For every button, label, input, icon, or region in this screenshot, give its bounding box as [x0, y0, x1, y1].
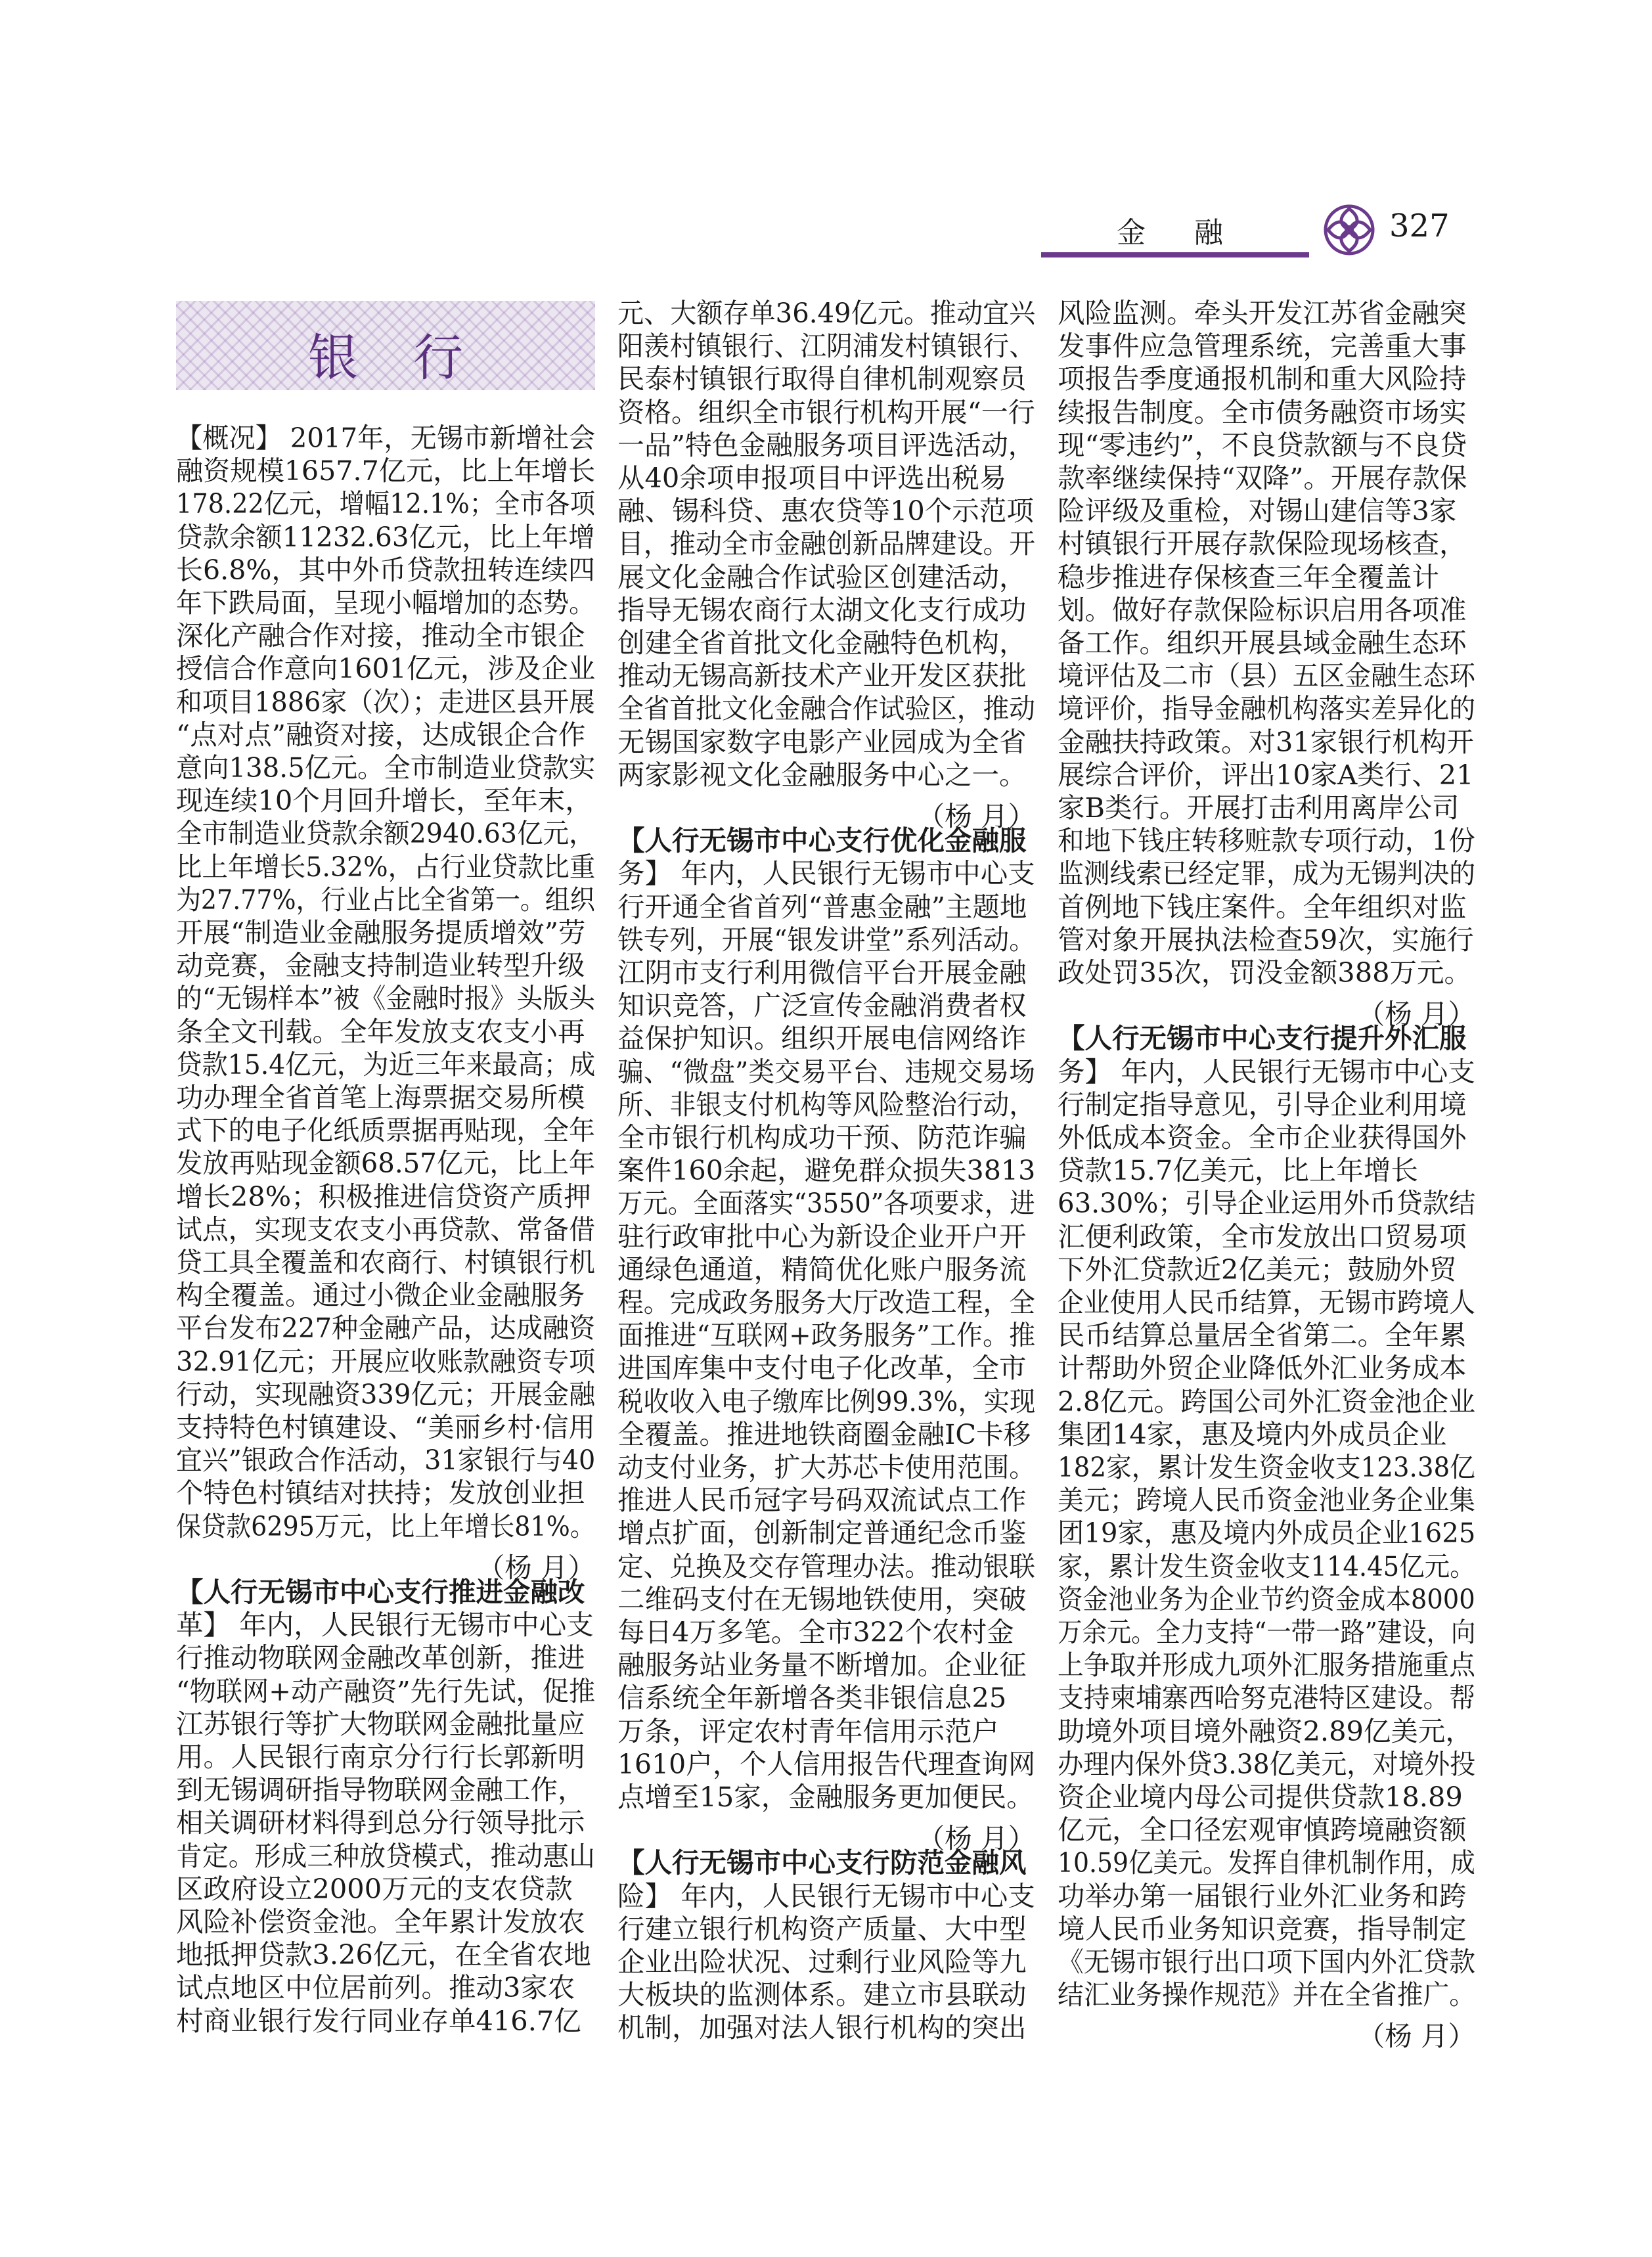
- text-line: 发放再贴现金额68.57亿元，比上年: [176, 1147, 596, 1180]
- text-line: 机制，加强对法人银行机构的突出: [617, 2011, 1027, 2044]
- text-line: 资金池业务为企业节约资金成本8000: [1058, 1582, 1475, 1615]
- text-line: 贷工具全覆盖和农商行、村镇银行机: [176, 1246, 596, 1278]
- text-line: 长6.8%，其中外币贷款扭转连续四: [176, 553, 595, 586]
- author-signature: （杨 月）: [1357, 998, 1475, 1031]
- text-line: 美元；跨境人民币资金池业务企业集: [1058, 1484, 1476, 1517]
- text-line: 境评价，指导金融机构落实差异化的: [1058, 692, 1476, 725]
- text-line: 行开通全省首列“普惠金融”主题地: [617, 890, 1027, 923]
- text-line: 地抵押贷款3.26亿元，在全省农地: [176, 1938, 591, 1971]
- text-line: 面推进“互联网+政务服务”工作。推: [617, 1319, 1036, 1352]
- text-line: 和项目1886家（次）；走进区县开展: [176, 685, 595, 718]
- text-line: 村镇银行开展存款保险现场核查，: [1058, 527, 1467, 560]
- text-line: 增长28%；积极推进信贷资产质押: [176, 1180, 591, 1213]
- text-line: 金融扶持政策。对31家银行机构开: [1058, 725, 1474, 758]
- text-line: 为27.77%，行业占比全省第一。组织: [176, 883, 595, 916]
- text-line: 定、兑换及交存管理办法。推动银联: [617, 1550, 1036, 1582]
- text-line: 万余元。全力支持“一带一路”建设，向: [1058, 1616, 1476, 1648]
- text-line: 展文化金融合作试验区创建活动，: [617, 560, 1027, 593]
- text-line: 深化产融合作对接，推动全市银企: [176, 619, 585, 652]
- text-line: 行制定指导意见，引导企业利用境: [1058, 1088, 1467, 1121]
- text-line: 个特色村镇结对扶持；发放创业担: [176, 1477, 585, 1509]
- text-line: 发事件应急管理系统，完善重大事: [1058, 330, 1467, 363]
- text-line: 计帮助外贸企业降低外汇业务成本: [1058, 1352, 1467, 1385]
- text-line: 年下跌局面，呈现小幅增加的态势。: [176, 587, 596, 619]
- text-line: 全市制造业贷款余额2940.63亿元，: [176, 817, 595, 850]
- text-line: 下外汇贷款近2亿美元；鼓励外贸: [1058, 1253, 1457, 1285]
- text-line: 【概况】 2017年，无锡市新增社会: [176, 422, 596, 454]
- text-line: 比上年增长5.32%，占行业贷款比重: [176, 850, 596, 883]
- text-line: 2.8亿元。跨国公司外汇资金池企业: [1058, 1385, 1476, 1418]
- text-line: 从40余项申报项目中评选出税易: [617, 462, 1007, 494]
- text-line: 大板块的监测体系。建立市县联动: [617, 1978, 1027, 2011]
- text-line: 全覆盖。推进地铁商圈金融IC卡移: [617, 1418, 1031, 1450]
- text-line: 授信合作意向1601亿元，涉及企业: [176, 652, 596, 685]
- header-rule: [1041, 252, 1309, 257]
- text-line: 点增至15家，金融服务更加便民。: [617, 1781, 1034, 1813]
- text-line: 阳羡村镇银行、江阴浦发村镇银行、: [617, 330, 1036, 363]
- text-line: 试点，实现支农支小再贷款、常备借: [176, 1213, 596, 1245]
- text-line: 风险监测。牵头开发江苏省金融突: [1058, 297, 1467, 329]
- text-line: 集团14家，惠及境内外成员企业: [1058, 1418, 1447, 1450]
- text-line: 二维码支付在无锡地铁使用，突破: [617, 1582, 1027, 1615]
- text-line: 动支付业务，扩大苏芯卡使用范围。: [617, 1451, 1036, 1483]
- text-line: 63.30%；引导企业运用外币贷款结: [1058, 1187, 1476, 1220]
- text-line: 意向138.5亿元。全市制造业贷款实: [176, 751, 596, 784]
- text-line: 管对象开展执法检查59次，实施行: [1058, 923, 1474, 956]
- text-line: 展综合评价，评出10家A类行、21: [1058, 758, 1474, 791]
- text-line: 融服务站业务量不断增加。企业征: [617, 1649, 1027, 1682]
- text-line: 创建全省首批文化金融特色机构，: [617, 627, 1027, 659]
- author-signature: （杨 月）: [917, 1822, 1035, 1855]
- text-line: 亿元，全口径宏观审慎跨境融资额: [1058, 1814, 1467, 1846]
- text-line: 贷款15.4亿元，为近三年来最高；成: [176, 1048, 596, 1081]
- section-banner-title: 银行: [308, 328, 518, 387]
- text-line: 资格。组织全市银行机构开展“一行: [617, 395, 1035, 428]
- text-line: 续报告制度。全市债务融资市场实: [1058, 395, 1467, 428]
- yearbook-logo-icon: [1322, 202, 1377, 257]
- author-signature: （杨 月）: [917, 800, 1035, 832]
- text-line: 【人行无锡市中心支行提升外汇服: [1058, 1022, 1467, 1055]
- text-line: 政处罚35次，罚没金额388万元。: [1058, 956, 1472, 989]
- text-line: 行建立银行机构资产质量、大中型: [617, 1912, 1027, 1945]
- text-line: 案件160余起，避免群众损失3813: [617, 1154, 1036, 1187]
- text-line: 现“零违约”，不良贷款额与不良贷: [1058, 428, 1467, 461]
- text-line: 上争取并形成九项外汇服务措施重点: [1058, 1649, 1476, 1682]
- text-line: “物联网+动产融资”先行先试，促推: [176, 1674, 596, 1707]
- text-line: 【人行无锡市中心支行推进金融改: [176, 1576, 585, 1608]
- text-line: 融资规模1657.7亿元，比上年增长: [176, 455, 596, 487]
- text-line: 构全覆盖。通过小微企业金融服务: [176, 1279, 585, 1312]
- text-line: 条全文刊载。全年发放支农支小再: [176, 1015, 585, 1048]
- text-line: 融、锡科贷、惠农贷等10个示范项: [617, 495, 1034, 527]
- text-line: 功办理全省首笔上海票据交易所模: [176, 1081, 585, 1113]
- text-line: 相关调研材料得到总分行领导批示: [176, 1806, 585, 1839]
- text-line: 推动无锡高新技术产业开发区获批: [617, 659, 1027, 692]
- text-line: 境评估及二市（县）五区金融生态环: [1058, 659, 1476, 692]
- text-line: 现连续10个月回升增长，至年末，: [176, 784, 592, 817]
- text-line: 支持柬埔寨西哈努克港特区建设。帮: [1058, 1682, 1476, 1714]
- text-line: 稳步推进存保核查三年全覆盖计: [1058, 560, 1440, 593]
- text-line: 铁专列，开展“银发讲堂”系列活动。: [617, 923, 1035, 956]
- text-line: 增点扩面，创新制定普通纪念币鉴: [617, 1517, 1027, 1550]
- text-line: 10.59亿美元。发挥自律机制作用，成: [1058, 1846, 1475, 1879]
- text-line: 民泰村镇银行取得自律机制观察员: [617, 363, 1027, 395]
- text-line: 功举办第一届银行业外汇业务和跨: [1058, 1879, 1467, 1912]
- text-line: 元、大额存单36.49亿元。推动宜兴: [617, 297, 1036, 329]
- text-line: 保贷款6295万元，比上年增长81%。: [176, 1509, 595, 1542]
- text-line: 178.22亿元，增幅12.1%；全市各项: [176, 487, 596, 520]
- text-line: 无锡国家数字电影产业园成为全省: [617, 725, 1027, 758]
- text-line: 贷款15.7亿美元，比上年增长: [1058, 1154, 1418, 1187]
- page-number: 327: [1389, 208, 1450, 244]
- text-line: 团19家，惠及境内外成员企业1625: [1058, 1517, 1476, 1550]
- text-line: 务】 年内，人民银行无锡市中心支: [617, 857, 1035, 890]
- text-line: 到无锡调研指导物联网金融工作，: [176, 1774, 585, 1806]
- text-line: 支持特色村镇建设、“美丽乡村·信用: [176, 1411, 595, 1443]
- text-line: 境人民币业务知识竞赛，指导制定: [1058, 1912, 1467, 1945]
- text-line: 税收收入电子缴库比例99.3%，实现: [617, 1385, 1036, 1418]
- text-line: 首例地下钱庄案件。全年组织对监: [1058, 890, 1467, 923]
- section-title: 金 融: [1117, 216, 1243, 250]
- text-line: 江阴市支行利用微信平台开展金融: [617, 956, 1027, 989]
- author-signature: （杨 月）: [477, 1551, 595, 1584]
- text-line: 平台发布227种金融产品，达成融资: [176, 1312, 596, 1345]
- text-line: 【人行无锡市中心支行优化金融服: [617, 824, 1027, 857]
- text-line: 驻行政审批中心为新设企业开户开: [617, 1220, 1027, 1253]
- text-line: 骗、“微盘”类交易平台、违规交易场: [617, 1055, 1035, 1088]
- text-line: 企业使用人民币结算，无锡市跨境人: [1058, 1286, 1476, 1318]
- text-line: 肯定。形成三种放贷模式，推动惠山: [176, 1839, 596, 1872]
- text-line: 办理内保外贷3.38亿美元，对境外投: [1058, 1747, 1476, 1780]
- text-line: 《无锡市银行出口项下国内外汇贷款: [1058, 1946, 1476, 1978]
- text-line: 外低成本资金。全市企业获得国外: [1058, 1121, 1467, 1153]
- text-line: 【人行无锡市中心支行防范金融风: [617, 1846, 1027, 1879]
- text-line: 行推动物联网金融改革创新，推进: [176, 1642, 585, 1674]
- text-line: 通绿色通道，精简优化账户服务流: [617, 1253, 1027, 1285]
- text-line: 益保护知识。组织开展电信网络诈: [617, 1022, 1027, 1055]
- text-line: 革】 年内，人民银行无锡市中心支: [176, 1609, 594, 1642]
- text-line: 一品”特色金融服务项目评选活动，: [617, 428, 1035, 461]
- text-line: 指导无锡农商行太湖文化支行成功: [617, 593, 1027, 626]
- text-line: 风险补偿资金池。全年累计发放农: [176, 1906, 585, 1938]
- text-line: 江苏银行等扩大物联网金融批量应: [176, 1707, 585, 1740]
- text-line: 所、非银支付机构等风险整治行动，: [617, 1088, 1036, 1121]
- text-line: 村商业银行发行同业存单416.7亿: [176, 2004, 581, 2037]
- text-line: 备工作。组织开展县域金融生态环: [1058, 627, 1467, 659]
- text-line: 全省首批文化金融合作试验区，推动: [617, 692, 1036, 725]
- text-line: 区政府设立2000万元的支农贷款: [176, 1872, 573, 1905]
- text-line: 民币结算总量居全省第二。全年累: [1058, 1319, 1467, 1352]
- text-line: 用。人民银行南京分行行长郭新明: [176, 1741, 585, 1773]
- text-line: 家，累计发生资金收支114.45亿元。: [1058, 1550, 1475, 1582]
- section-banner: [176, 301, 595, 390]
- text-line: 动竞赛，金融支持制造业转型升级: [176, 949, 585, 982]
- text-line: 资企业境内母公司提供贷款18.89: [1058, 1781, 1463, 1813]
- text-line: 信系统全年新增各类非银信息25: [617, 1682, 1007, 1714]
- text-line: 万条，评定农村青年信用示范户: [617, 1714, 1000, 1747]
- text-line: 险】 年内，人民银行无锡市中心支: [617, 1879, 1035, 1912]
- text-line: 款率继续保持“双降”。开展存款保: [1058, 462, 1467, 494]
- text-line: 知识竞答，广泛宣传金融消费者权: [617, 989, 1027, 1022]
- text-line: 企业出险状况、过剩行业风险等九: [617, 1946, 1027, 1978]
- text-line: 开展“制造业金融服务提质增效”劳: [176, 916, 586, 949]
- text-line: 划。做好存款保险标识启用各项准: [1058, 593, 1467, 626]
- text-line: 两家影视文化金融服务中心之一。: [617, 758, 1027, 791]
- text-line: 每日4万多笔。全市322个农村金: [617, 1616, 1014, 1648]
- text-line: 全市银行机构成功干预、防范诈骗: [617, 1121, 1027, 1153]
- text-line: 结汇业务操作规范》并在全省推广。: [1058, 1978, 1476, 2011]
- text-line: 目，推动全市金融创新品牌建设。开: [617, 527, 1036, 560]
- text-line: 的“无锡样本”被《金融时报》头版头: [176, 982, 595, 1015]
- text-line: 万元。全面落实“3550”各项要求，进: [617, 1187, 1035, 1220]
- text-line: 助境外项目境外融资2.89亿美元，: [1058, 1714, 1473, 1747]
- text-line: 进国库集中支付电子化改革，全市: [617, 1352, 1027, 1385]
- text-line: 推进人民币冠字号码双流试点工作: [617, 1484, 1027, 1517]
- text-line: 1610户，个人信用报告代理查询网: [617, 1747, 1036, 1780]
- text-line: 汇便利政策，全市发放出口贸易项: [1058, 1220, 1467, 1253]
- text-line: 行动，实现融资339亿元；开展金融: [176, 1377, 596, 1410]
- text-line: “点对点”融资对接，达成银企合作: [176, 718, 586, 751]
- text-line: 182家，累计发生资金收支123.38亿: [1058, 1451, 1475, 1483]
- text-line: 32.91亿元；开展应收账款融资专项: [176, 1345, 596, 1377]
- text-line: 式下的电子化纸质票据再贴现，全年: [176, 1114, 596, 1147]
- author-signature: （杨 月）: [1357, 2020, 1475, 2053]
- text-line: 务】 年内，人民银行无锡市中心支: [1058, 1055, 1475, 1088]
- text-line: 程。完成政务服务大厅改造工程，全: [617, 1286, 1036, 1318]
- text-line: 险评级及重检，对锡山建信等3家: [1058, 495, 1457, 527]
- text-line: 贷款余额11232.63亿元，比上年增: [176, 520, 595, 553]
- text-line: 家B类行。开展打击利用离岸公司: [1058, 792, 1460, 824]
- text-line: 项报告季度通报机制和重大风险持: [1058, 363, 1467, 395]
- text-line: 试点地区中位居前列。推动3家农: [176, 1971, 575, 2004]
- text-line: 监测线索已经定罪，成为无锡判决的: [1058, 857, 1476, 890]
- text-line: 宜兴”银政合作活动，31家银行与40: [176, 1444, 596, 1477]
- text-line: 和地下钱庄转移赃款专项行动，1份: [1058, 824, 1475, 857]
